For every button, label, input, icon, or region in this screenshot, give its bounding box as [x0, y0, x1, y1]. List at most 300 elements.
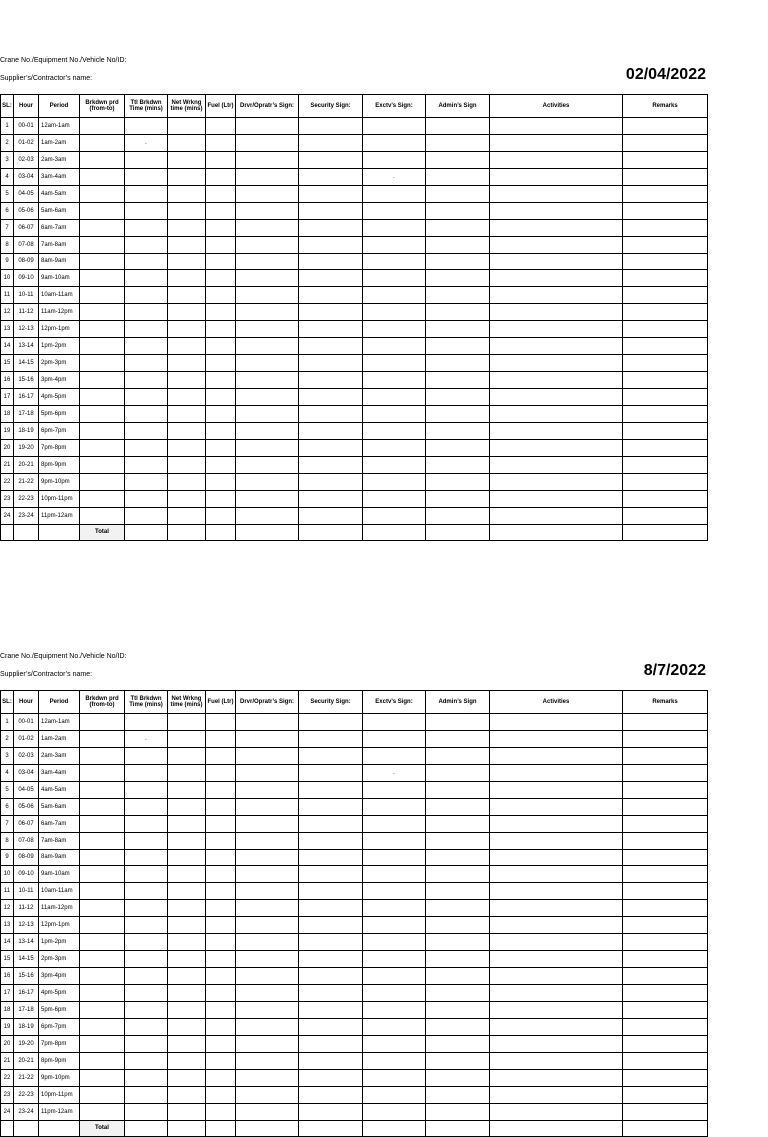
fuel-cell[interactable]: [206, 730, 236, 747]
period-cell[interactable]: 1am-2am: [39, 134, 80, 151]
sl-cell[interactable]: 8: [1, 236, 14, 253]
security-sign-cell[interactable]: [299, 917, 363, 934]
exctv-sign-cell[interactable]: .: [363, 764, 426, 781]
net-wrkng-cell[interactable]: [168, 168, 206, 185]
sl-cell[interactable]: 16: [1, 968, 14, 985]
fuel-cell[interactable]: [206, 968, 236, 985]
activities-cell[interactable]: [490, 372, 623, 389]
security-sign-cell[interactable]: [299, 714, 363, 731]
remarks-cell[interactable]: [623, 866, 708, 883]
period-cell[interactable]: 4pm-5pm: [39, 985, 80, 1002]
sl-cell[interactable]: 18: [1, 405, 14, 422]
hour-cell[interactable]: 10-11: [14, 287, 39, 304]
remarks-cell[interactable]: [623, 185, 708, 202]
ttl-brkdwn-cell[interactable]: [125, 815, 168, 832]
admin-sign-cell[interactable]: [426, 118, 490, 135]
admin-sign-cell[interactable]: [426, 798, 490, 815]
admin-sign-cell[interactable]: [426, 968, 490, 985]
exctv-sign-cell[interactable]: [363, 1086, 426, 1103]
remarks-cell[interactable]: [623, 832, 708, 849]
exctv-sign-cell[interactable]: [363, 951, 426, 968]
activities-cell[interactable]: [490, 1035, 623, 1052]
activities-cell[interactable]: [490, 985, 623, 1002]
net-wrkng-cell[interactable]: [168, 1018, 206, 1035]
security-sign-cell[interactable]: [299, 1103, 363, 1120]
drvr-sign-cell[interactable]: [236, 507, 299, 524]
sl-cell[interactable]: 3: [1, 747, 14, 764]
hour-cell[interactable]: 02-03: [14, 151, 39, 168]
net-wrkng-cell[interactable]: [168, 934, 206, 951]
hour-cell[interactable]: 19-20: [14, 439, 39, 456]
admin-sign-cell[interactable]: [426, 304, 490, 321]
security-sign-cell[interactable]: [299, 287, 363, 304]
brkdwn-prd-cell[interactable]: [80, 405, 125, 422]
period-cell[interactable]: 2am-3am: [39, 151, 80, 168]
net-wrkng-cell[interactable]: [168, 1086, 206, 1103]
total-row-cell[interactable]: [426, 1120, 490, 1137]
ttl-brkdwn-cell[interactable]: [125, 866, 168, 883]
brkdwn-prd-cell[interactable]: [80, 764, 125, 781]
remarks-cell[interactable]: [623, 253, 708, 270]
sl-cell[interactable]: 2: [1, 730, 14, 747]
net-wrkng-cell[interactable]: [168, 236, 206, 253]
exctv-sign-cell[interactable]: [363, 507, 426, 524]
net-wrkng-cell[interactable]: [168, 151, 206, 168]
period-cell[interactable]: 8am-9am: [39, 849, 80, 866]
net-wrkng-cell[interactable]: [168, 473, 206, 490]
sl-cell[interactable]: 13: [1, 917, 14, 934]
brkdwn-prd-cell[interactable]: [80, 134, 125, 151]
brkdwn-prd-cell[interactable]: [80, 900, 125, 917]
hour-cell[interactable]: 20-21: [14, 456, 39, 473]
security-sign-cell[interactable]: [299, 151, 363, 168]
remarks-cell[interactable]: [623, 1086, 708, 1103]
exctv-sign-cell[interactable]: [363, 1001, 426, 1018]
net-wrkng-cell[interactable]: [168, 883, 206, 900]
security-sign-cell[interactable]: [299, 1018, 363, 1035]
activities-cell[interactable]: [490, 934, 623, 951]
sl-cell[interactable]: 21: [1, 456, 14, 473]
ttl-brkdwn-cell[interactable]: [125, 849, 168, 866]
period-cell[interactable]: 1pm-2pm: [39, 338, 80, 355]
brkdwn-prd-cell[interactable]: [80, 1086, 125, 1103]
total-row-cell[interactable]: [1, 1120, 14, 1137]
activities-cell[interactable]: [490, 507, 623, 524]
net-wrkng-cell[interactable]: [168, 832, 206, 849]
security-sign-cell[interactable]: [299, 490, 363, 507]
activities-cell[interactable]: [490, 866, 623, 883]
drvr-sign-cell[interactable]: [236, 968, 299, 985]
admin-sign-cell[interactable]: [426, 714, 490, 731]
exctv-sign-cell[interactable]: [363, 304, 426, 321]
remarks-cell[interactable]: [623, 202, 708, 219]
activities-cell[interactable]: [490, 883, 623, 900]
period-cell[interactable]: 5am-6am: [39, 798, 80, 815]
activities-cell[interactable]: [490, 714, 623, 731]
net-wrkng-cell[interactable]: [168, 815, 206, 832]
drvr-sign-cell[interactable]: [236, 985, 299, 1002]
fuel-cell[interactable]: [206, 934, 236, 951]
period-cell[interactable]: 2pm-3pm: [39, 355, 80, 372]
fuel-cell[interactable]: [206, 866, 236, 883]
admin-sign-cell[interactable]: [426, 730, 490, 747]
admin-sign-cell[interactable]: [426, 917, 490, 934]
fuel-cell[interactable]: [206, 883, 236, 900]
period-cell[interactable]: 4pm-5pm: [39, 389, 80, 406]
fuel-cell[interactable]: [206, 439, 236, 456]
ttl-brkdwn-cell[interactable]: [125, 968, 168, 985]
total-row-cell[interactable]: [363, 1120, 426, 1137]
brkdwn-prd-cell[interactable]: [80, 321, 125, 338]
sl-cell[interactable]: 11: [1, 883, 14, 900]
security-sign-cell[interactable]: [299, 473, 363, 490]
ttl-brkdwn-cell[interactable]: [125, 985, 168, 1002]
fuel-cell[interactable]: [206, 832, 236, 849]
ttl-brkdwn-cell[interactable]: [125, 287, 168, 304]
drvr-sign-cell[interactable]: [236, 422, 299, 439]
activities-cell[interactable]: [490, 253, 623, 270]
admin-sign-cell[interactable]: [426, 372, 490, 389]
exctv-sign-cell[interactable]: [363, 490, 426, 507]
net-wrkng-cell[interactable]: [168, 1069, 206, 1086]
admin-sign-cell[interactable]: [426, 507, 490, 524]
ttl-brkdwn-cell[interactable]: [125, 219, 168, 236]
ttl-brkdwn-cell[interactable]: [125, 781, 168, 798]
brkdwn-prd-cell[interactable]: [80, 287, 125, 304]
ttl-brkdwn-cell[interactable]: [125, 405, 168, 422]
remarks-cell[interactable]: [623, 883, 708, 900]
sl-cell[interactable]: 18: [1, 1001, 14, 1018]
ttl-brkdwn-cell[interactable]: [125, 1103, 168, 1120]
drvr-sign-cell[interactable]: [236, 389, 299, 406]
admin-sign-cell[interactable]: [426, 168, 490, 185]
security-sign-cell[interactable]: [299, 134, 363, 151]
admin-sign-cell[interactable]: [426, 764, 490, 781]
fuel-cell[interactable]: [206, 714, 236, 731]
remarks-cell[interactable]: [623, 1018, 708, 1035]
exctv-sign-cell[interactable]: [363, 389, 426, 406]
security-sign-cell[interactable]: [299, 730, 363, 747]
hour-cell[interactable]: 21-22: [14, 473, 39, 490]
ttl-brkdwn-cell[interactable]: [125, 321, 168, 338]
hour-cell[interactable]: 19-20: [14, 1035, 39, 1052]
activities-cell[interactable]: [490, 798, 623, 815]
hour-cell[interactable]: 02-03: [14, 747, 39, 764]
brkdwn-prd-cell[interactable]: [80, 832, 125, 849]
exctv-sign-cell[interactable]: [363, 849, 426, 866]
brkdwn-prd-cell[interactable]: [80, 372, 125, 389]
drvr-sign-cell[interactable]: [236, 883, 299, 900]
drvr-sign-cell[interactable]: [236, 304, 299, 321]
brkdwn-prd-cell[interactable]: [80, 355, 125, 372]
hour-cell[interactable]: 22-23: [14, 490, 39, 507]
admin-sign-cell[interactable]: [426, 287, 490, 304]
fuel-cell[interactable]: [206, 422, 236, 439]
activities-cell[interactable]: [490, 219, 623, 236]
hour-cell[interactable]: 00-01: [14, 714, 39, 731]
ttl-brkdwn-cell[interactable]: [125, 1035, 168, 1052]
remarks-cell[interactable]: [623, 900, 708, 917]
remarks-cell[interactable]: [623, 355, 708, 372]
fuel-cell[interactable]: [206, 253, 236, 270]
hour-cell[interactable]: 21-22: [14, 1069, 39, 1086]
remarks-cell[interactable]: [623, 270, 708, 287]
net-wrkng-cell[interactable]: [168, 270, 206, 287]
total-row-cell[interactable]: [168, 1120, 206, 1137]
ttl-brkdwn-cell[interactable]: [125, 747, 168, 764]
activities-cell[interactable]: [490, 270, 623, 287]
fuel-cell[interactable]: [206, 185, 236, 202]
ttl-brkdwn-cell[interactable]: [125, 1086, 168, 1103]
fuel-cell[interactable]: [206, 456, 236, 473]
remarks-cell[interactable]: [623, 968, 708, 985]
exctv-sign-cell[interactable]: [363, 355, 426, 372]
drvr-sign-cell[interactable]: [236, 439, 299, 456]
brkdwn-prd-cell[interactable]: [80, 151, 125, 168]
admin-sign-cell[interactable]: [426, 355, 490, 372]
exctv-sign-cell[interactable]: [363, 934, 426, 951]
period-cell[interactable]: 12pm-1pm: [39, 321, 80, 338]
activities-cell[interactable]: [490, 764, 623, 781]
period-cell[interactable]: 9am-10am: [39, 270, 80, 287]
remarks-cell[interactable]: [623, 714, 708, 731]
total-row-cell[interactable]: [39, 1120, 80, 1137]
brkdwn-prd-cell[interactable]: [80, 849, 125, 866]
exctv-sign-cell[interactable]: [363, 422, 426, 439]
exctv-sign-cell[interactable]: [363, 815, 426, 832]
total-row-cell[interactable]: [168, 524, 206, 541]
brkdwn-prd-cell[interactable]: [80, 473, 125, 490]
exctv-sign-cell[interactable]: [363, 118, 426, 135]
brkdwn-prd-cell[interactable]: [80, 439, 125, 456]
drvr-sign-cell[interactable]: [236, 951, 299, 968]
period-cell[interactable]: 9pm-10pm: [39, 1069, 80, 1086]
period-cell[interactable]: 3pm-4pm: [39, 372, 80, 389]
exctv-sign-cell[interactable]: [363, 405, 426, 422]
security-sign-cell[interactable]: [299, 1035, 363, 1052]
fuel-cell[interactable]: [206, 815, 236, 832]
security-sign-cell[interactable]: [299, 1086, 363, 1103]
net-wrkng-cell[interactable]: [168, 900, 206, 917]
activities-cell[interactable]: [490, 1103, 623, 1120]
exctv-sign-cell[interactable]: [363, 747, 426, 764]
period-cell[interactable]: 6am-7am: [39, 219, 80, 236]
sl-cell[interactable]: 15: [1, 951, 14, 968]
remarks-cell[interactable]: [623, 815, 708, 832]
drvr-sign-cell[interactable]: [236, 202, 299, 219]
activities-cell[interactable]: [490, 236, 623, 253]
drvr-sign-cell[interactable]: [236, 781, 299, 798]
drvr-sign-cell[interactable]: [236, 236, 299, 253]
activities-cell[interactable]: [490, 389, 623, 406]
admin-sign-cell[interactable]: [426, 934, 490, 951]
remarks-cell[interactable]: [623, 405, 708, 422]
net-wrkng-cell[interactable]: [168, 507, 206, 524]
hour-cell[interactable]: 12-13: [14, 321, 39, 338]
activities-cell[interactable]: [490, 951, 623, 968]
sl-cell[interactable]: 5: [1, 781, 14, 798]
remarks-cell[interactable]: [623, 1035, 708, 1052]
drvr-sign-cell[interactable]: [236, 764, 299, 781]
total-row-cell[interactable]: [39, 524, 80, 541]
total-row-cell[interactable]: [1, 524, 14, 541]
security-sign-cell[interactable]: [299, 168, 363, 185]
brkdwn-prd-cell[interactable]: [80, 917, 125, 934]
admin-sign-cell[interactable]: [426, 1086, 490, 1103]
period-cell[interactable]: 10pm-11pm: [39, 490, 80, 507]
drvr-sign-cell[interactable]: [236, 1018, 299, 1035]
fuel-cell[interactable]: [206, 372, 236, 389]
ttl-brkdwn-cell[interactable]: [125, 473, 168, 490]
activities-cell[interactable]: [490, 1018, 623, 1035]
admin-sign-cell[interactable]: [426, 202, 490, 219]
remarks-cell[interactable]: [623, 422, 708, 439]
sl-cell[interactable]: 7: [1, 219, 14, 236]
admin-sign-cell[interactable]: [426, 389, 490, 406]
exctv-sign-cell[interactable]: [363, 473, 426, 490]
total-row-cell[interactable]: [623, 524, 708, 541]
drvr-sign-cell[interactable]: [236, 1052, 299, 1069]
remarks-cell[interactable]: [623, 730, 708, 747]
admin-sign-cell[interactable]: [426, 866, 490, 883]
ttl-brkdwn-cell[interactable]: [125, 236, 168, 253]
security-sign-cell[interactable]: [299, 507, 363, 524]
exctv-sign-cell[interactable]: [363, 456, 426, 473]
ttl-brkdwn-cell[interactable]: [125, 185, 168, 202]
exctv-sign-cell[interactable]: [363, 798, 426, 815]
brkdwn-prd-cell[interactable]: [80, 456, 125, 473]
security-sign-cell[interactable]: [299, 1052, 363, 1069]
drvr-sign-cell[interactable]: [236, 832, 299, 849]
total-row-cell[interactable]: [299, 1120, 363, 1137]
drvr-sign-cell[interactable]: [236, 372, 299, 389]
brkdwn-prd-cell[interactable]: [80, 951, 125, 968]
sl-cell[interactable]: 13: [1, 321, 14, 338]
sl-cell[interactable]: 23: [1, 1086, 14, 1103]
remarks-cell[interactable]: [623, 781, 708, 798]
remarks-cell[interactable]: [623, 439, 708, 456]
exctv-sign-cell[interactable]: [363, 1052, 426, 1069]
security-sign-cell[interactable]: [299, 883, 363, 900]
exctv-sign-cell[interactable]: [363, 372, 426, 389]
remarks-cell[interactable]: [623, 118, 708, 135]
admin-sign-cell[interactable]: [426, 185, 490, 202]
net-wrkng-cell[interactable]: [168, 1035, 206, 1052]
hour-cell[interactable]: 14-15: [14, 355, 39, 372]
remarks-cell[interactable]: [623, 304, 708, 321]
activities-cell[interactable]: [490, 1001, 623, 1018]
remarks-cell[interactable]: [623, 934, 708, 951]
remarks-cell[interactable]: [623, 168, 708, 185]
total-row-cell[interactable]: [14, 524, 39, 541]
security-sign-cell[interactable]: [299, 338, 363, 355]
brkdwn-prd-cell[interactable]: [80, 118, 125, 135]
hour-cell[interactable]: 23-24: [14, 1103, 39, 1120]
remarks-cell[interactable]: [623, 1052, 708, 1069]
remarks-cell[interactable]: [623, 747, 708, 764]
drvr-sign-cell[interactable]: [236, 1001, 299, 1018]
security-sign-cell[interactable]: [299, 832, 363, 849]
drvr-sign-cell[interactable]: [236, 1069, 299, 1086]
admin-sign-cell[interactable]: [426, 490, 490, 507]
fuel-cell[interactable]: [206, 747, 236, 764]
brkdwn-prd-cell[interactable]: [80, 883, 125, 900]
net-wrkng-cell[interactable]: [168, 321, 206, 338]
security-sign-cell[interactable]: [299, 849, 363, 866]
period-cell[interactable]: 5am-6am: [39, 202, 80, 219]
sl-cell[interactable]: 6: [1, 202, 14, 219]
exctv-sign-cell[interactable]: [363, 1035, 426, 1052]
remarks-cell[interactable]: [623, 287, 708, 304]
security-sign-cell[interactable]: [299, 219, 363, 236]
total-row-cell[interactable]: [490, 1120, 623, 1137]
remarks-cell[interactable]: [623, 507, 708, 524]
sl-cell[interactable]: 19: [1, 422, 14, 439]
period-cell[interactable]: 4am-5am: [39, 781, 80, 798]
period-cell[interactable]: 5pm-6pm: [39, 405, 80, 422]
remarks-cell[interactable]: [623, 1069, 708, 1086]
ttl-brkdwn-cell[interactable]: [125, 883, 168, 900]
period-cell[interactable]: 5pm-6pm: [39, 1001, 80, 1018]
sl-cell[interactable]: 1: [1, 118, 14, 135]
activities-cell[interactable]: [490, 287, 623, 304]
security-sign-cell[interactable]: [299, 866, 363, 883]
activities-cell[interactable]: [490, 118, 623, 135]
admin-sign-cell[interactable]: [426, 1035, 490, 1052]
net-wrkng-cell[interactable]: [168, 490, 206, 507]
sl-cell[interactable]: 14: [1, 934, 14, 951]
sl-cell[interactable]: 15: [1, 355, 14, 372]
admin-sign-cell[interactable]: [426, 849, 490, 866]
period-cell[interactable]: 2am-3am: [39, 747, 80, 764]
hour-cell[interactable]: 06-07: [14, 815, 39, 832]
exctv-sign-cell[interactable]: [363, 253, 426, 270]
net-wrkng-cell[interactable]: [168, 287, 206, 304]
admin-sign-cell[interactable]: [426, 405, 490, 422]
drvr-sign-cell[interactable]: [236, 168, 299, 185]
total-row-cell[interactable]: [299, 524, 363, 541]
period-cell[interactable]: 7pm-8pm: [39, 1035, 80, 1052]
activities-cell[interactable]: [490, 490, 623, 507]
admin-sign-cell[interactable]: [426, 900, 490, 917]
total-row-cell[interactable]: [125, 524, 168, 541]
period-cell[interactable]: 1am-2am: [39, 730, 80, 747]
remarks-cell[interactable]: [623, 389, 708, 406]
fuel-cell[interactable]: [206, 270, 236, 287]
period-cell[interactable]: 3am-4am: [39, 764, 80, 781]
ttl-brkdwn-cell[interactable]: [125, 355, 168, 372]
remarks-cell[interactable]: [623, 219, 708, 236]
drvr-sign-cell[interactable]: [236, 798, 299, 815]
period-cell[interactable]: 11pm-12am: [39, 507, 80, 524]
security-sign-cell[interactable]: [299, 985, 363, 1002]
ttl-brkdwn-cell[interactable]: [125, 1069, 168, 1086]
activities-cell[interactable]: [490, 338, 623, 355]
sl-cell[interactable]: 4: [1, 168, 14, 185]
activities-cell[interactable]: [490, 422, 623, 439]
drvr-sign-cell[interactable]: [236, 917, 299, 934]
net-wrkng-cell[interactable]: [168, 849, 206, 866]
hour-cell[interactable]: 07-08: [14, 832, 39, 849]
sl-cell[interactable]: 10: [1, 866, 14, 883]
sl-cell[interactable]: 21: [1, 1052, 14, 1069]
exctv-sign-cell[interactable]: [363, 151, 426, 168]
hour-cell[interactable]: 05-06: [14, 202, 39, 219]
net-wrkng-cell[interactable]: [168, 798, 206, 815]
activities-cell[interactable]: [490, 815, 623, 832]
exctv-sign-cell[interactable]: [363, 832, 426, 849]
exctv-sign-cell[interactable]: [363, 338, 426, 355]
